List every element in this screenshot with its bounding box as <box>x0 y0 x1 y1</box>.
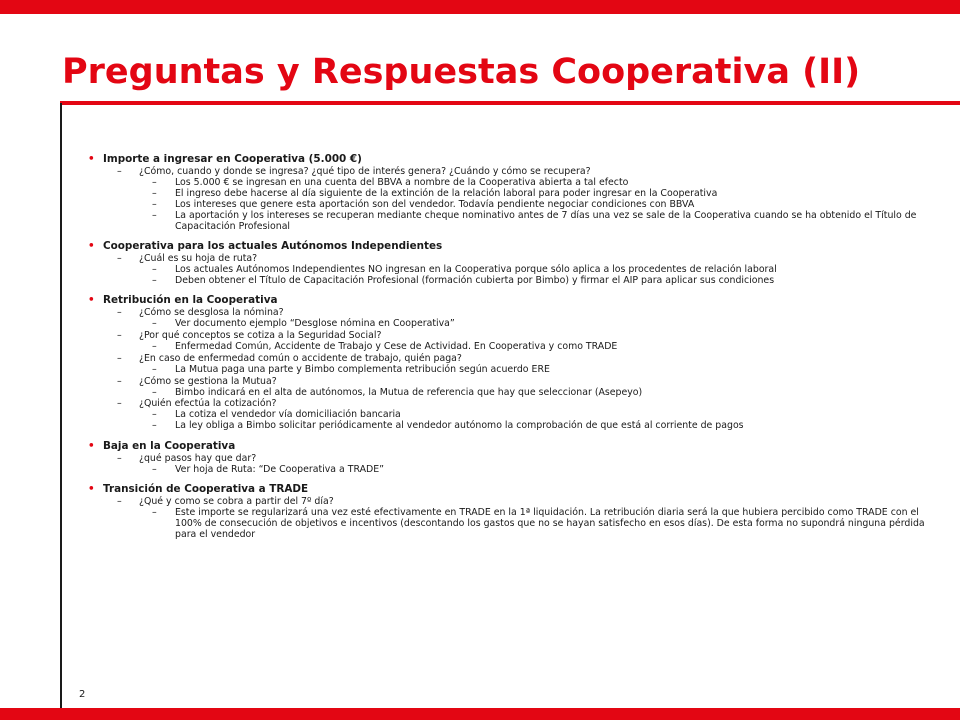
slide-content <box>88 153 933 548</box>
answer-item: – Los actuales Autónomos Independientes NO ingresan en la Cooperativa porque sólo aplica a los procedentes de relación laboral <box>88 265 933 276</box>
section <box>88 483 933 541</box>
section <box>88 153 933 232</box>
answer-item: – La ley obliga a Bimbo solicitar periódicamente al vendedor autónomo la comprobación de que está al corriente de pagos <box>88 421 933 432</box>
question-item: – ¿Quién efectúa la cotización? <box>88 399 933 410</box>
question-item: – ¿Qué y como se cobra a partir del 7º día? <box>88 497 933 508</box>
section-heading: • Retribución en la Cooperativa <box>88 294 933 306</box>
slide-title: Preguntas y Respuestas Cooperativa (II) <box>62 52 861 92</box>
answer-item: – Enfermedad Común, Accidente de Trabajo y Cese de Actividad. En Cooperativa y como TRADE <box>88 342 933 353</box>
answer-item: – La aportación y los intereses se recuperan mediante cheque nominativo antes de 7 días una vez se sale de la Cooperativa cuando se ha obtenido el Título de Capacitación Profesional <box>88 211 933 233</box>
question-item: – ¿Cuál es su hoja de ruta? <box>88 254 933 265</box>
answer-item: – Ver hoja de Ruta: “De Cooperativa a TRADE” <box>88 465 933 476</box>
section-heading: • Baja en la Cooperativa <box>88 440 933 452</box>
section-heading: • Importe a ingresar en Cooperativa (5.000 €) <box>88 153 933 165</box>
title-underline <box>60 101 960 105</box>
section <box>88 240 933 287</box>
question-item: – ¿Cómo, cuando y donde se ingresa? ¿qué tipo de interés genera? ¿Cuándo y cómo se recupera? <box>88 167 933 178</box>
section <box>88 440 933 476</box>
answer-item: – El ingreso debe hacerse al día siguiente de la extinción de la relación laboral para poder ingresar en la Cooperativa <box>88 189 933 200</box>
page-number: 2 <box>79 689 86 700</box>
answer-item: – Los intereses que genere esta aportación son del vendedor. Todavía pendiente negociar condiciones con BBVA <box>88 200 933 211</box>
left-vertical-rule <box>60 103 62 708</box>
answer-item: – La cotiza el vendedor vía domiciliación bancaria <box>88 410 933 421</box>
top-accent-band <box>0 0 960 14</box>
answer-item: – Bimbo indicará en el alta de autónomos, la Mutua de referencia que hay que seleccionar (Asepeyo) <box>88 388 933 399</box>
question-item: – ¿Cómo se desglosa la nómina? <box>88 308 933 319</box>
answer-item: – Deben obtener el Título de Capacitación Profesional (formación cubierta por Bimbo) y firmar el AIP para aplicar sus condiciones <box>88 276 933 287</box>
answer-item: – Ver documento ejemplo “Desglose nómina en Cooperativa” <box>88 319 933 330</box>
section-heading: • Cooperativa para los actuales Autónomos Independientes <box>88 240 933 252</box>
section-heading: • Transición de Cooperativa a TRADE <box>88 483 933 495</box>
section <box>88 294 933 432</box>
bottom-accent-band <box>0 708 960 720</box>
answer-item: – Este importe se regularizará una vez esté efectivamente en TRADE en la 1ª liquidación. La retribución diaria será la que hubiera percibido como TRADE con el 100% de consecución de objetivos e incentivos (descontando los gastos que no se hayan satisfecho en esos días). De esta forma no supondrá ninguna pérdida para el vendedor <box>88 508 933 541</box>
question-item: – ¿En caso de enfermedad común o accidente de trabajo, quién paga? <box>88 354 933 365</box>
question-item: – ¿Cómo se gestiona la Mutua? <box>88 377 933 388</box>
question-item: – ¿Por qué conceptos se cotiza a la Seguridad Social? <box>88 331 933 342</box>
answer-item: – La Mutua paga una parte y Bimbo complementa retribución según acuerdo ERE <box>88 365 933 376</box>
answer-item: – Los 5.000 € se ingresan en una cuenta del BBVA a nombre de la Cooperativa abierta a tal efecto <box>88 178 933 189</box>
question-item: – ¿qué pasos hay que dar? <box>88 454 933 465</box>
